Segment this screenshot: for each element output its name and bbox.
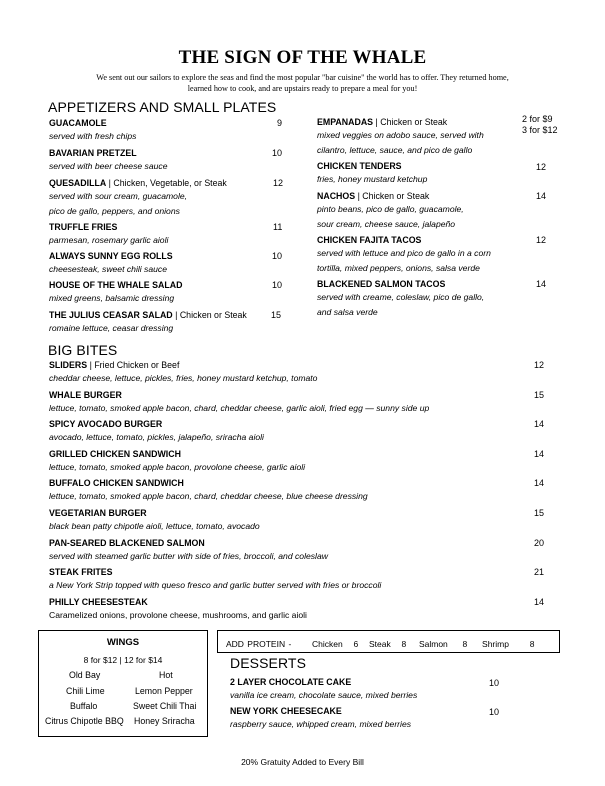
item-description: raspberry sauce, whipped cream, mixed berries bbox=[230, 719, 412, 729]
item-description: served with lettuce and pico de gallo in a corn bbox=[317, 248, 491, 258]
menu-item-quesadilla bbox=[49, 178, 227, 219]
menu-item-egg-rolls bbox=[49, 251, 173, 277]
item-description: lettuce, tomato, smoked apple bacon, chard, cheddar cheese, blue cheese dressing bbox=[49, 491, 368, 501]
item-price: 21 bbox=[534, 567, 545, 577]
item-price: 15 bbox=[271, 310, 282, 320]
item-option: | Chicken, Vegetable, or Steak bbox=[106, 178, 227, 188]
menu-item-big-bite bbox=[49, 390, 429, 416]
item-description: cheesesteak, sweet chili sauce bbox=[49, 264, 167, 274]
item-option: | Fried Chicken or Beef bbox=[87, 360, 180, 370]
item-name: THE JULIUS CEASAR SALAD bbox=[49, 310, 173, 320]
item-description: fries, honey mustard ketchup bbox=[317, 174, 428, 184]
menu-item-big-bite bbox=[49, 360, 317, 386]
item-price: 14 bbox=[534, 449, 545, 459]
gratuity-note: 20% Gratuity Added to Every Bill bbox=[241, 757, 364, 767]
item-name: VEGETARIAN BURGER bbox=[49, 508, 147, 518]
item-name: SLIDERS bbox=[49, 360, 88, 370]
protein-price: 8 bbox=[401, 639, 407, 649]
menu-title: THE SIGN OF THE WHALE bbox=[178, 47, 427, 68]
item-price: 12 bbox=[536, 235, 547, 245]
item-price: 12 bbox=[536, 162, 547, 172]
item-price: 14 bbox=[534, 597, 545, 607]
item-name: ALWAYS SUNNY EGG ROLLS bbox=[49, 251, 173, 261]
wing-flavor: Old Bay bbox=[69, 670, 101, 680]
item-name: BUFFALO CHICKEN SANDWICH bbox=[49, 478, 184, 488]
item-description: pico de gallo, peppers, and onions bbox=[49, 206, 180, 216]
item-description: served with sour cream, guacamole, bbox=[49, 191, 188, 201]
item-description: served with steamed garlic butter with side of fries, broccoli, and coleslaw bbox=[49, 551, 328, 561]
item-name: HOUSE OF THE WHALE SALAD bbox=[49, 280, 183, 290]
item-description: mixed veggies on adobo sauce, served with bbox=[317, 130, 484, 140]
wings-title: WINGS bbox=[106, 637, 140, 648]
wing-flavor: Chili Lime bbox=[66, 686, 105, 696]
item-description: parmesan, rosemary garlic aioli bbox=[49, 235, 169, 245]
item-price: 14 bbox=[536, 279, 547, 289]
menu-tagline bbox=[40, 72, 565, 94]
item-price: 11 bbox=[273, 222, 283, 232]
item-price: 10 bbox=[489, 707, 500, 717]
item-price: 12 bbox=[534, 360, 545, 370]
item-description: pinto beans, pico de gallo, guacamole, bbox=[317, 204, 464, 214]
item-option: | Chicken or Steak bbox=[172, 310, 247, 320]
item-name: BAVARIAN PRETZEL bbox=[49, 148, 137, 158]
item-name: WHALE BURGER bbox=[49, 390, 122, 400]
wings-price: 8 for $12 | 12 for $14 bbox=[83, 655, 163, 665]
menu-item-bavarian-pretzel bbox=[49, 148, 167, 174]
item-price: 15 bbox=[534, 390, 545, 400]
item-description: a New York Strip topped with queso fresco and garlic butter served with fries or broccoli bbox=[49, 580, 382, 590]
protein-price: 8 bbox=[462, 639, 468, 649]
protein-price: 8 bbox=[529, 639, 535, 649]
desserts-heading: DESSERTS bbox=[230, 655, 307, 671]
item-description: lettuce, tomato, smoked apple bacon, provolone cheese, garlic aioli bbox=[49, 462, 306, 472]
item-description: mixed greens, balsamic dressing bbox=[49, 293, 175, 303]
protein-price: 6 bbox=[353, 639, 359, 649]
appetizers-heading: APPETIZERS AND SMALL PLATES bbox=[48, 99, 277, 115]
menu-item-caesar-salad bbox=[49, 310, 247, 336]
menu-item-fajita-tacos bbox=[317, 235, 491, 276]
item-option: | Chicken or Steak bbox=[373, 117, 448, 127]
protein-name: Salmon bbox=[418, 639, 448, 649]
dessert-item-cheesecake bbox=[230, 706, 411, 732]
price-line: 3 for $12 bbox=[522, 125, 558, 135]
item-name: BLACKENED SALMON TACOS bbox=[317, 279, 446, 289]
menu-item-big-bite bbox=[49, 449, 305, 475]
item-name: GUACAMOLE bbox=[49, 118, 107, 128]
add-protein-box bbox=[217, 630, 560, 653]
menu-item-big-bite bbox=[49, 567, 381, 593]
item-description: served with beer cheese sauce bbox=[49, 161, 168, 171]
item-name: QUESADILLA bbox=[49, 178, 107, 188]
wing-flavor: Citrus Chipotle BBQ bbox=[45, 716, 124, 726]
item-price: 9 bbox=[277, 118, 283, 128]
item-price: 14 bbox=[534, 419, 545, 429]
item-description: Caramelized onions, provolone cheese, mushrooms, and garlic aioli bbox=[49, 610, 307, 620]
wing-flavor: Honey Sriracha bbox=[134, 716, 195, 726]
item-name: SPICY AVOCADO BURGER bbox=[49, 419, 163, 429]
item-name: TRUFFLE FRIES bbox=[49, 222, 118, 232]
item-price: 10 bbox=[272, 148, 283, 158]
item-description: tortilla, mixed peppers, onions, salsa verde bbox=[317, 263, 480, 273]
menu-item-salmon-tacos bbox=[317, 279, 484, 320]
menu-item-empanadas bbox=[317, 117, 484, 158]
item-name: 2 LAYER CHOCOLATE CAKE bbox=[230, 677, 352, 687]
menu-item-truffle-fries bbox=[49, 222, 168, 248]
item-price: 12 bbox=[273, 178, 284, 188]
price-line: 2 for $9 bbox=[522, 114, 553, 124]
item-description: and salsa verde bbox=[317, 307, 378, 317]
menu-item-chicken-tenders bbox=[317, 161, 427, 187]
item-option: | Chicken or Steak bbox=[355, 191, 430, 201]
item-price: 10 bbox=[489, 678, 500, 688]
item-name: NEW YORK CHEESECAKE bbox=[230, 706, 342, 716]
menu-item-big-bite bbox=[49, 508, 260, 534]
add-protein-label: ADD PROTEIN - bbox=[226, 639, 292, 649]
item-price: 20 bbox=[534, 538, 545, 548]
item-name: STEAK FRITES bbox=[49, 567, 113, 577]
big-bites-heading: BIG BITES bbox=[48, 342, 118, 358]
item-description: cheddar cheese, lettuce, pickles, fries, honey mustard ketchup, tomato bbox=[49, 373, 318, 383]
item-price: 10 bbox=[272, 280, 283, 290]
wing-flavor: Buffalo bbox=[70, 701, 98, 711]
menu-item-big-bite bbox=[49, 597, 307, 623]
item-description: romaine lettuce, ceasar dressing bbox=[49, 323, 174, 333]
item-name: CHICKEN TENDERS bbox=[317, 161, 402, 171]
item-name: EMPANADAS bbox=[317, 117, 374, 127]
item-price: 14 bbox=[536, 191, 547, 201]
protein-name: Chicken bbox=[312, 639, 343, 649]
item-name: PAN-SEARED BLACKENED SALMON bbox=[49, 538, 205, 548]
wings-box bbox=[38, 630, 208, 737]
menu-item-big-bite bbox=[49, 419, 264, 445]
menu-item-nachos bbox=[317, 191, 464, 232]
item-name: NACHOS bbox=[317, 191, 356, 201]
item-price bbox=[522, 114, 558, 136]
wing-flavor: Sweet Chili Thai bbox=[133, 701, 197, 711]
tagline-line: learned how to cook, and are upstairs ready to prepare a meal for you! bbox=[187, 84, 418, 93]
protein-name: Steak bbox=[368, 639, 391, 649]
protein-name: Shrimp bbox=[482, 639, 509, 649]
item-description: vanilla ice cream, chocolate sauce, mixed berries bbox=[230, 690, 418, 700]
item-price: 15 bbox=[534, 508, 545, 518]
item-name: CHICKEN FAJITA TACOS bbox=[317, 235, 422, 245]
item-description: served with creame, coleslaw, pico de gallo, bbox=[317, 292, 485, 302]
item-description: black bean patty chipotle aioli, lettuce, tomato, avocado bbox=[49, 521, 260, 531]
menu-item-big-bite bbox=[49, 538, 328, 564]
menu-item-house-salad bbox=[49, 280, 182, 306]
add-protein-line bbox=[226, 639, 534, 649]
menu-item-guacamole bbox=[49, 118, 136, 144]
item-description: lettuce, tomato, smoked apple bacon, chard, cheddar cheese, garlic aioli, fried egg — sunny side up bbox=[49, 403, 430, 413]
item-description: served with fresh chips bbox=[49, 131, 137, 141]
tagline-line: We sent out our sailors to explore the seas and find the most popular "bar cuisine" the world has to offer. They returned home, bbox=[96, 73, 509, 82]
item-name: GRILLED CHICKEN SANDWICH bbox=[49, 449, 181, 459]
item-price: 10 bbox=[272, 251, 283, 261]
menu-item-big-bite bbox=[49, 478, 368, 504]
wing-flavor: Hot bbox=[159, 670, 173, 680]
item-description: avocado, lettuce, tomato, pickles, jalapeño, sriracha aioli bbox=[49, 432, 264, 442]
item-description: sour cream, cheese sauce, jalapeño bbox=[317, 219, 456, 229]
wing-flavor: Lemon Pepper bbox=[135, 686, 193, 696]
dessert-item-chocolate-cake bbox=[230, 677, 417, 703]
item-price: 14 bbox=[534, 478, 545, 488]
item-name: PHILLY CHEESESTEAK bbox=[49, 597, 148, 607]
item-description: cilantro, lettuce, sauce, and pico de gallo bbox=[317, 145, 473, 155]
